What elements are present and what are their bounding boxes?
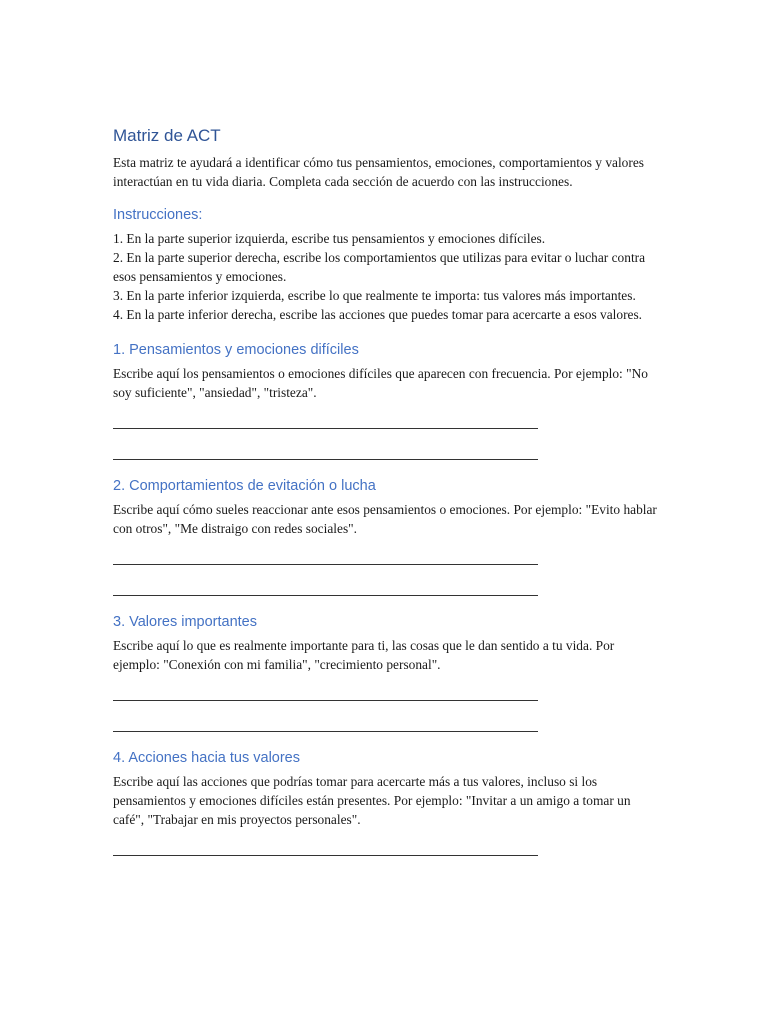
section-body: Escribe aquí lo que es realmente importante para ti, las cosas que le dan sentido a tu vida. Por ejemplo: "Conexión con mi familia", "crecimiento personal". <box>113 638 615 672</box>
answer-line[interactable] <box>113 564 538 565</box>
instruction-item: 1. En la parte superior izquierda, escribe tus pensamientos y emociones difíciles. <box>113 231 546 246</box>
answer-lines <box>113 700 658 732</box>
instruction-item: 4. En la parte inferior derecha, escribe las acciones que puedes tomar para acercarte a esos valores. <box>113 307 643 322</box>
answer-lines <box>113 564 658 596</box>
document-page <box>113 125 658 872</box>
section-important-values <box>113 612 658 732</box>
section-body: Escribe aquí las acciones que podrías tomar para acercarte más a tus valores, incluso si los pensamientos y emociones difíciles están presentes. Por ejemplo: "Invitar a un amigo a tomar un café", "Trabajar en mis proyectos personales". <box>113 774 631 827</box>
section-heading: 3. Valores importantes <box>113 614 257 630</box>
answer-line[interactable] <box>113 459 538 460</box>
instruction-item: 3. En la parte inferior izquierda, escribe lo que realmente te importa: tus valores más importantes. <box>113 288 636 303</box>
section-body: Escribe aquí cómo sueles reaccionar ante esos pensamientos o emociones. Por ejemplo: "Evito hablar con otros", "Me distraigo con redes sociales". <box>113 502 657 536</box>
section-body: Escribe aquí los pensamientos o emociones difíciles que aparecen con frecuencia. Por ejemplo: "No soy suficiente", "ansiedad", "tristeza". <box>113 366 648 400</box>
intro-text: Esta matriz te ayudará a identificar cómo tus pensamientos, emociones, comportamientos y valores interactúan en tu vida diaria. Completa cada sección de acuerdo con las instrucciones. <box>113 155 644 189</box>
section-heading: 1. Pensamientos y emociones difíciles <box>113 342 359 358</box>
answer-line[interactable] <box>113 700 538 701</box>
section-heading: 4. Acciones hacia tus valores <box>113 750 300 766</box>
section-value-actions <box>113 748 658 856</box>
answer-line[interactable] <box>113 428 538 429</box>
answer-line[interactable] <box>113 595 538 596</box>
answer-line[interactable] <box>113 855 538 856</box>
instructions-list <box>113 229 658 324</box>
page-title: Matriz de ACT <box>113 126 221 145</box>
section-heading: 2. Comportamientos de evitación o lucha <box>113 478 376 494</box>
answer-lines <box>113 855 658 856</box>
answer-line[interactable] <box>113 731 538 732</box>
section-difficult-thoughts <box>113 340 658 460</box>
answer-lines <box>113 428 658 460</box>
instructions-heading: Instrucciones: <box>113 207 203 223</box>
instructions-block <box>113 205 658 324</box>
intro-block <box>113 153 658 191</box>
section-avoidance-behaviors <box>113 476 658 596</box>
instruction-item: 2. En la parte superior derecha, escribe los comportamientos que utilizas para evitar o luchar contra esos pensamientos y emociones. <box>113 250 646 284</box>
